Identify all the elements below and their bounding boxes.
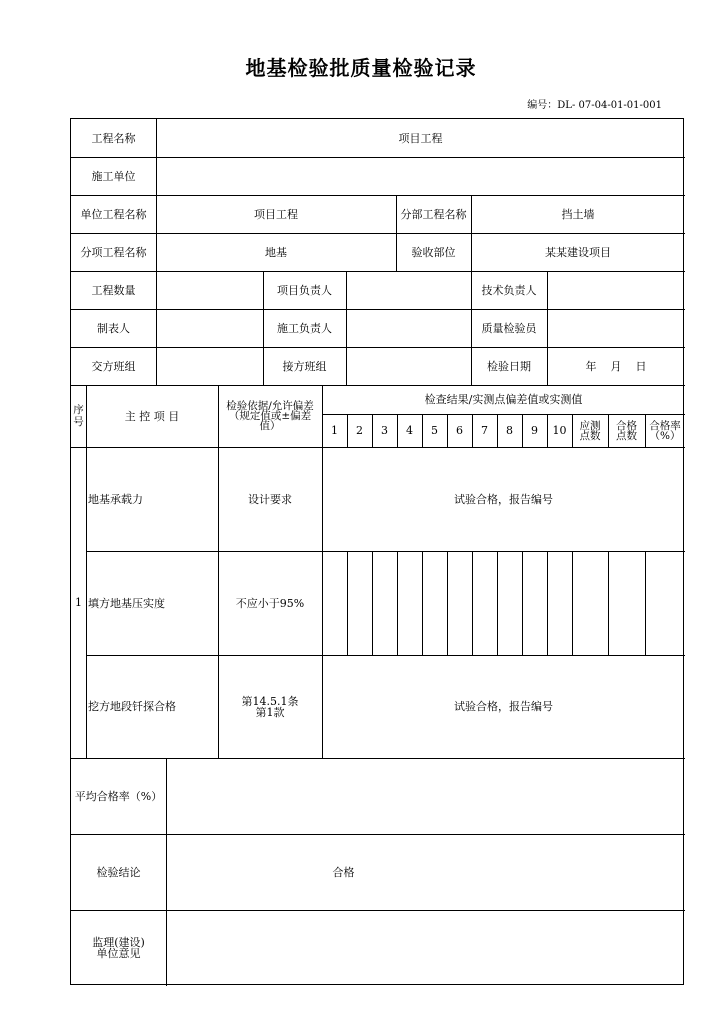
tabulator-label: 制表人 bbox=[97, 321, 130, 335]
point-number-header: 7 bbox=[481, 424, 488, 437]
acceptance-part-label: 验收部位 bbox=[411, 245, 456, 259]
item-basis: 第14.5.1条 第1款 bbox=[241, 694, 299, 719]
col-line bbox=[447, 551, 448, 655]
qualified-points-header: 合格 点数 bbox=[616, 419, 637, 442]
document-code: 编号：DL- 07-04-01-01-001 bbox=[527, 100, 662, 111]
col-line bbox=[397, 551, 398, 655]
conclusion-label: 检验结论 bbox=[96, 865, 141, 879]
col-line bbox=[522, 551, 523, 655]
basis-header: 检验依据/允许偏差 （规定值或±偏差 值） bbox=[226, 400, 314, 432]
unit-project-value: 项目工程 bbox=[254, 207, 298, 221]
results-header: 检查结果/实测点偏差值或实测值 bbox=[424, 393, 583, 406]
project-leader-label: 项目负责人 bbox=[277, 283, 332, 297]
col-line bbox=[422, 551, 423, 655]
main-item-header: 主 控 项 目 bbox=[124, 409, 180, 423]
sub-division-value: 挡土墙 bbox=[561, 207, 595, 221]
quantity-label: 工程数量 bbox=[91, 283, 136, 297]
point-number-header: 4 bbox=[406, 424, 413, 437]
item-label: 挖方地段钎探合格 bbox=[88, 700, 176, 713]
handover-team-label: 交方班组 bbox=[91, 359, 136, 373]
item-result: 试验合格，报告编号 bbox=[454, 492, 553, 506]
tech-leader-label: 技术负责人 bbox=[481, 283, 537, 297]
point-number-header: 8 bbox=[506, 424, 513, 437]
col-line bbox=[572, 551, 573, 655]
col-line bbox=[645, 551, 646, 655]
page-title: 地基检验批质量检验记录 bbox=[245, 56, 477, 80]
seq-header: 序号 bbox=[73, 404, 84, 428]
item-project-label: 分项工程名称 bbox=[80, 245, 147, 259]
sub-division-label: 分部工程名称 bbox=[400, 207, 467, 221]
row-group-seq: 1 bbox=[75, 596, 82, 609]
item-label: 填方地基压实度 bbox=[88, 596, 165, 610]
avg-pass-rate-value bbox=[166, 758, 685, 834]
construction-unit-value bbox=[156, 157, 685, 195]
point-number-header: 10 bbox=[552, 424, 567, 437]
project-name-value: 项目工程 bbox=[398, 131, 443, 145]
receiving-team-label: 接方班组 bbox=[282, 359, 327, 373]
point-number-header: 5 bbox=[431, 424, 438, 437]
item-basis: 不应小于95% bbox=[235, 596, 305, 610]
measured-points-header: 应测 点数 bbox=[579, 419, 601, 442]
col-line bbox=[346, 271, 347, 385]
acceptance-part-value: 某某建设项目 bbox=[545, 245, 611, 259]
item-project-value: 地基 bbox=[265, 245, 287, 259]
pass-rate-header: 合格率 （%） bbox=[649, 419, 681, 442]
col-line bbox=[547, 551, 548, 655]
point-number-header: 9 bbox=[531, 424, 538, 437]
construction-leader-label: 施工负责人 bbox=[277, 321, 332, 335]
point-number-header: 1 bbox=[331, 424, 338, 437]
avg-pass-rate-label: 平均合格率（%） bbox=[74, 789, 163, 803]
inspection-date-value: 年 月 日 bbox=[585, 359, 647, 373]
row-line bbox=[71, 271, 685, 272]
unit-project-label: 单位工程名称 bbox=[80, 207, 147, 221]
point-number-header: 6 bbox=[456, 424, 463, 437]
construction-unit-label: 施工单位 bbox=[91, 169, 136, 183]
project-name-label: 工程名称 bbox=[91, 131, 136, 145]
col-line bbox=[472, 551, 473, 655]
col-line bbox=[608, 551, 609, 655]
item-result: 试验合格，报告编号 bbox=[454, 700, 553, 713]
point-number-header: 2 bbox=[356, 424, 363, 437]
point-number-header: 3 bbox=[381, 424, 388, 437]
record-table bbox=[70, 118, 684, 985]
item-basis: 设计要求 bbox=[248, 492, 292, 506]
row-line bbox=[71, 309, 685, 310]
inspection-date-label: 检验日期 bbox=[487, 359, 531, 373]
col-line bbox=[347, 551, 348, 655]
item-label: 地基承载力 bbox=[88, 492, 143, 506]
col-line bbox=[497, 551, 498, 655]
col-line bbox=[372, 551, 373, 655]
quality-inspector-label: 质量检验员 bbox=[481, 321, 537, 335]
supervision-value bbox=[166, 910, 685, 986]
supervision-label: 监理(建设) 单位意见 bbox=[92, 936, 145, 960]
conclusion-value: 合格 bbox=[332, 865, 355, 879]
